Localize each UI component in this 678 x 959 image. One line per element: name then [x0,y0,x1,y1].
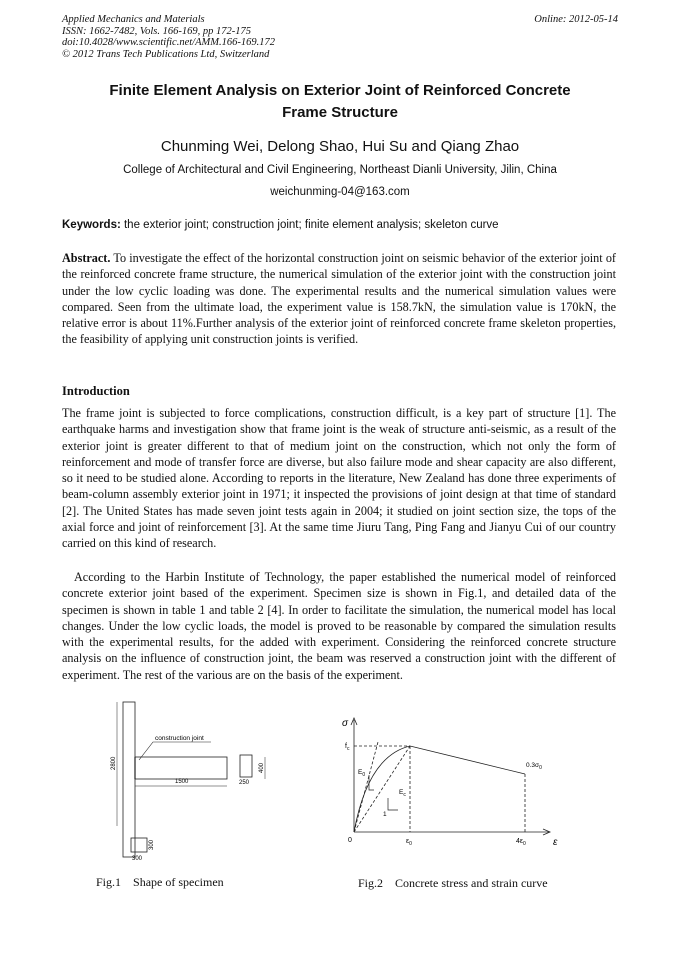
keywords-text: the exterior joint; construction joint; finite element analysis; skeleton curve [120,219,499,231]
running-header [62,14,618,60]
keywords-label: Keywords: [62,219,121,231]
figure-1-label: Fig.1 [96,875,122,889]
paper-title [62,80,618,124]
E0-label: $E_0$ [358,769,366,778]
E0-line [354,742,378,832]
doi: doi:10.4028/www.scientific.net/AMM.166-169.172 [62,37,275,48]
affiliation: College of Architectural and Civil Engineering, Northeast Dianli University, Jilin, China [123,164,557,176]
x-axis-label: ε [553,837,558,848]
dim-height-label: 2800 [111,756,117,770]
four-eps0-label: $4\varepsilon_0$ [516,838,526,847]
figure-1-caption [96,875,236,890]
introduction-paragraph-1: The frame joint is subjected to force complications, construction difficult, is a key part of structure [1]. The earthquake harms and investigation show that frame joint is the weak of structure anti-seismic, as a result of the exterior joint is greater different to that of medium joint on the construction, which not only the form of reinforcement and mode of transfer force are diverse, but also failure mode and shear capacity are also different, so it need to be studied alone. According to reports in the literature, New Zealand has done three experiments of beam-column assembly exterior joint in 1971; it inspected the provisions of joint design at that time of standard [2]. The United States has made seven joint tests again in 2004; it studied on joint section size, the tops of the axial force and joint of reinforcement [3]. At the same time Jiuru Tang, Ping Fang and Jianyu Cui of our country carried on this kind of research. [62,406,616,551]
figure-2-caption [358,876,560,891]
column-section [131,838,147,852]
figure-1-specimen [105,700,275,865]
introduction-heading: Introduction [62,384,130,398]
dim-beam-depth-label: 400 [259,762,265,773]
dim-col-depth-label: 300 [149,839,155,850]
origin-label: 0 [348,837,352,844]
authors: Chunming Wei, Delong Shao, Hui Su and Qiang Zhao [160,138,520,155]
title-line-1: Finite Element Analysis on Exterior Joint of Reinforced Concrete [109,82,571,99]
introduction-paragraph-2: According to the Harbin Institute of Technology, the paper established the numerical model of reinforced concrete exterior joint based of the experiment. Specimen size is shown in Fig.1, and detailed data of the specimen is shown in table 1 and table 2 [4]. In order to facilitate the simulation, the numerical model has local changes. Under the low cyclic loads, the model is proved to be reasonable by compared the simulation results with the experimental results, for the added with experiment. Considering the reinforced concrete structure analysis on the influence of construction joint, the beam was reserved a construction joint with the different of experiment. The rest of the various are on the basis of the experiment. [62,570,616,682]
Ec-slope-triangle [388,798,398,810]
dim-beam-length-label: 1500 [175,779,189,785]
figure-1-caption-text: Shape of specimen [133,875,224,889]
Ec-label: $E_c$ [399,789,406,798]
figure-2-label: Fig.2 [358,876,384,890]
descending-line [410,746,525,774]
title-line-2: Frame Structure [282,104,398,121]
journal-name: Applied Mechanics and Materials [62,14,205,25]
figure-2-caption-text: Concrete stress and strain curve [395,876,548,890]
unit-slope-label: 1 [383,811,387,818]
abstract-text: To investigate the effect of the horizontal construction joint on seismic behavior of the exterior joint of the reinforced concrete frame structure, the numerical simulation of the exterior joint with the construction joint under the low cyclic loading was done. The experimental results and the numerical simulation values were compared. Seen from the ultimate load, the experiment value is 158.7kN, the simulation value is 170kN, the relative error is about 11%.Further analysis of the exterior joint of reinforced concrete frame skeleton properties, the feasibility of applying unit construction joints is verified. [62,251,616,347]
abstract [62,250,616,348]
construction-joint-label: construction joint [155,735,204,742]
y-axis-label: σ [342,718,349,729]
beam-outline [135,757,227,779]
copyright: © 2012 Trans Tech Publications Ltd, Switzerland [62,48,270,60]
figure-2-stress-strain [340,712,570,862]
online-date: Online: 2012-05-14 [534,14,618,25]
dim-col-width-label: 300 [132,856,143,862]
fc-label: $f_c$ [345,743,350,752]
beam-section [240,755,252,777]
column-outline [123,702,135,857]
keywords [62,219,618,231]
dim-beam-width-label: 250 [239,780,250,786]
email: weichunming-04@163.com [270,186,410,198]
issn: ISSN: 1662-7482, Vols. 166-169, pp 172-175 [62,25,251,37]
abstract-label: Abstract. [62,251,111,265]
residual-stress-label: $0.3\sigma_0$ [526,762,542,771]
eps0-label: $\varepsilon_0$ [406,838,412,847]
